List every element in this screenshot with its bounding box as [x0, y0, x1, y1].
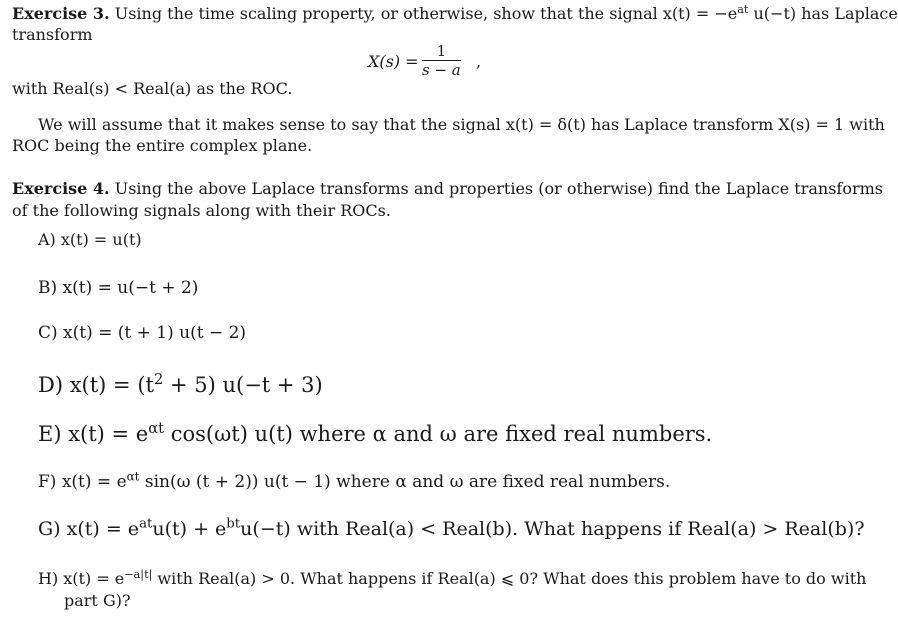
item-d [38, 372, 323, 398]
item-d-sup: 2 [153, 370, 164, 388]
item-g-pre: G) x(t) = e [38, 518, 140, 540]
item-g-post: u(−t) with Real(a) < Real(b). What happens if Real(a) > Real(b)? [240, 518, 865, 540]
item-e-sup: αt [148, 419, 165, 437]
item-e [38, 421, 712, 447]
item-g [38, 517, 865, 541]
exercise-3-line-2: transform [12, 25, 93, 44]
item-g-sup-1: at [139, 516, 153, 532]
item-f [38, 469, 671, 492]
item-h-sup: −a|t| [124, 567, 153, 581]
item-d-post: + 5) u(−t + 3) [163, 373, 323, 397]
item-f-pre: F) x(t) = e [38, 472, 127, 492]
item-e-post: cos(ωt) u(t) where α and ω are fixed real numbers. [164, 422, 713, 446]
exercise-3-text-1: Using the time scaling property, or otherwise, show that the signal x(t) = −e [114, 4, 738, 23]
item-h-pre: H) x(t) = e [38, 569, 125, 588]
item-g-mid: u(t) + e [152, 518, 227, 540]
formula-fraction [422, 42, 461, 79]
item-b: B) x(t) = u(−t + 2) [38, 278, 199, 298]
exercise-3-heading: Exercise 3. [12, 4, 110, 23]
exercise-3-paragraph-2: ROC being the entire complex plane. [12, 136, 313, 155]
item-h-post: with Real(a) > 0. What happens if Real(a) ⩽ 0? What does this problem have to do with [152, 569, 867, 588]
item-f-post: sin(ω (t + 2)) u(t − 1) where α and ω are fixed real numbers. [139, 472, 671, 492]
exercise-3-paragraph-1: We will assume that it makes sense to say that the signal x(t) = δ(t) has Laplace transform X(s) = 1 with [38, 115, 885, 134]
exercise-3-line-1 [12, 4, 898, 24]
formula-comma: , [476, 52, 482, 71]
exercise-4-text-1: Using the above Laplace transforms and properties (or otherwise) find the Laplace transforms [114, 179, 884, 198]
item-d-pre: D) x(t) = (t [38, 373, 154, 397]
formula-lhs: X(s) = [368, 52, 419, 71]
item-h-line-2: part G)? [64, 591, 131, 610]
exercise-4-line-1 [12, 179, 883, 199]
item-c: C) x(t) = (t + 1) u(t − 2) [38, 323, 247, 343]
exercise-3-text-1-tail: u(−t) has Laplace [748, 4, 898, 23]
formula-numerator: 1 [422, 42, 461, 61]
exercise-4-line-2: of the following signals along with their ROCs. [12, 201, 391, 220]
formula-denominator: s − a [422, 61, 461, 79]
exercise-4-heading: Exercise 4. [12, 179, 110, 198]
item-g-sup-2: bt [226, 516, 241, 532]
item-h [38, 569, 866, 589]
exercise-3-line-3: with Real(s) < Real(a) as the ROC. [12, 79, 293, 98]
exercise-3-sup: at [737, 2, 749, 16]
item-f-sup: αt [126, 469, 140, 484]
item-e-pre: E) x(t) = e [38, 422, 149, 446]
item-a: A) x(t) = u(t) [38, 230, 142, 249]
